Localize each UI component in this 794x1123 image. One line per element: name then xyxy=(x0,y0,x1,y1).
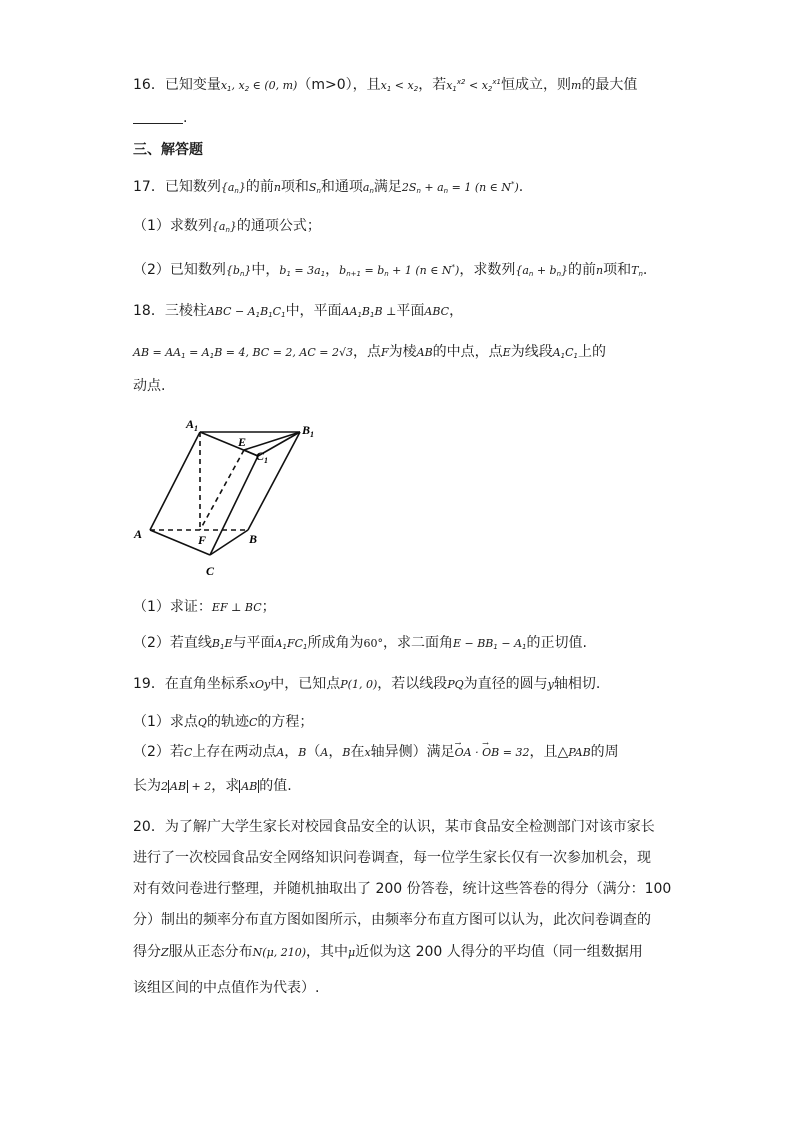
q16-answer-blank: . xyxy=(133,109,187,127)
q17-stem: 17．已知数列$\{a_n\}$的前n项和$S_n$和通项$a_n$满足$2S_n + a_n = 1$ (n ∈ N*). xyxy=(133,179,524,195)
label-f: F xyxy=(198,533,207,547)
label-a: A xyxy=(134,527,143,541)
q20-line6: 该组区间的中点值作为代表）. xyxy=(133,980,320,996)
label-c: C xyxy=(206,564,215,578)
label-a1: $A_1$ xyxy=(186,417,199,433)
answer-blank[interactable] xyxy=(133,111,183,124)
q20-line5: 得分Z服从正态分布N(μ, 210)，其中μ近似为这 200 人得分的平均值（同一组数据用 xyxy=(133,944,643,960)
q20-line4: 分）制出的频率分布直方图如图所示，由频率分布直方图可以认为，此次问卷调查的 xyxy=(133,912,651,928)
section-heading: 三、解答题 xyxy=(133,142,203,158)
edge-a1-a xyxy=(150,432,200,530)
label-b1: $B_1$ xyxy=(302,423,315,439)
q16-line: 16．已知变量$x_1$, $x_2$ ∈ (0, m)（m>0），且$x_1 < x_2$，若$x_1^{x2} < x_2^{x1}$恒成立，则m的最大值 xyxy=(133,77,638,93)
q19-part2: （2）若C上存在两动点A，B（A，B在x轴异侧）满足→ OA · → OB = 32，且△PAB的周 xyxy=(133,743,619,762)
q17-part2: （2）已知数列$\{b_n\}$中，$b_1 = 3a_1$，$b_{n+1} = b_n + 1$ (n ∈ N*)，求数列$\{a_n + b_n\}$的前n项和$T_n$. xyxy=(133,262,648,278)
q18-part2: （2）若直线$B_1E$与平面$A_1FC_1$所成角为60°，求二面角$E - BB_1 - A_1$的正切值. xyxy=(133,635,587,651)
q20-line2: 进行了一次校园食品安全网络知识问卷调查，每一位学生家长仅有一次参加机会，现 xyxy=(133,850,651,866)
label-b: B xyxy=(249,532,258,546)
q19-part1: （1）求点Q的轨迹C的方程； xyxy=(133,714,314,730)
q19-part2-cont: 长为2 AB + 2，求 AB 的值. xyxy=(133,778,292,794)
q19-stem: 19．在直角坐标系xOy中，已知点P(1, 0)，若以线段PQ为直径的圆与y轴相切. xyxy=(133,676,601,692)
q18-stem: 18．三棱柱ABC − $A_1B_1C_1$中，平面$AA_1B_1B$ ⊥平面ABC， xyxy=(133,303,464,319)
q18-part1: （1）求证：EF ⊥ BC； xyxy=(133,599,276,615)
prism-figure xyxy=(128,408,333,583)
q20-line3: 对有效问卷进行整理，并随机抽取出了 200 份答卷，统计这些答卷的得分（满分：100 xyxy=(133,881,672,897)
label-c1: $C_1$ xyxy=(256,449,269,465)
label-e: E xyxy=(238,435,247,449)
edge-e-f-hidden xyxy=(200,450,244,530)
q18-conditions: AB = $AA_1 = A_1B = 4$, BC = 2, AC = 2√3，点F为棱AB的中点，点E为线段$A_1C_1$上的 xyxy=(133,344,607,360)
q18-line3: 动点. xyxy=(133,378,166,394)
q20-line1: 20．为了解广大学生家长对校园食品安全的认识，某市食品安全检测部门对该市家长 xyxy=(133,819,655,835)
q17-part1: （1）求数列$\{a_n\}$的通项公式； xyxy=(133,218,321,234)
